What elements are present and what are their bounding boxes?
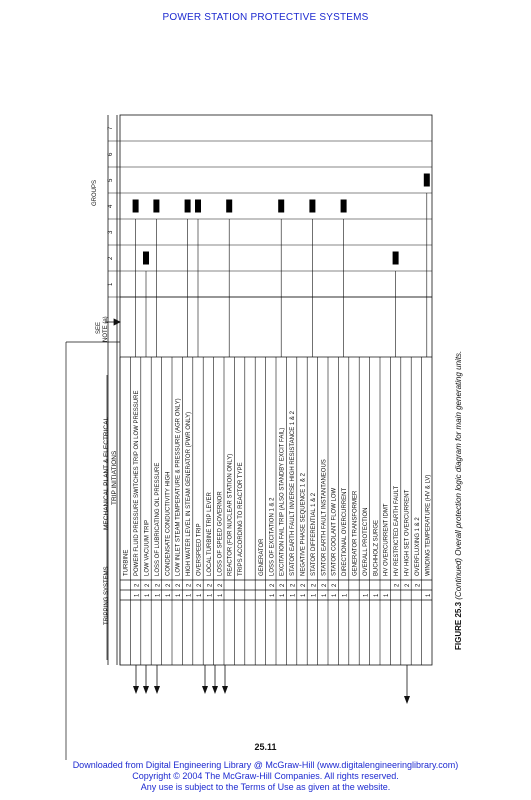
trip-initiation: NEGATIVE PHASE SEQUENCE 1 & 2 (300, 473, 307, 576)
figure-caption-label: FIGURE 25.3 (454, 599, 463, 650)
footer (0, 760, 531, 793)
tripping-system-b: 2 (186, 583, 193, 587)
trip-initiation: LOCAL TURBINE TRIP LEVER (206, 492, 213, 576)
section-heading: GENERATOR TRANSFORMER (352, 490, 359, 576)
tripping-system-a: 1 (134, 593, 141, 597)
trip-initiation: WINDING TEMPERATURE (HV & LV) (425, 474, 432, 576)
group-mark (153, 200, 159, 213)
group-mark (341, 200, 347, 213)
trip-initiation: LOSS OF LUBRICATING OIL PRESSURE (154, 462, 161, 576)
trip-initiation: HV HIGH SET OVERCURRENT (404, 489, 411, 576)
group-number: 2 (108, 256, 114, 260)
group-mark (195, 200, 201, 213)
footer-terms-line: Any use is subject to the Terms of Use as given at the website. (140, 782, 391, 792)
trip-initiation: HV OVERCURRENT IDMT (383, 503, 390, 576)
group-mark (278, 200, 284, 213)
group-mark (424, 174, 430, 187)
tripping-system-a: 1 (186, 593, 193, 597)
group-mark (393, 252, 399, 265)
groups-label: GROUPS (92, 179, 98, 206)
trip-initiation: OVERALL PROTECTION (362, 507, 369, 576)
tripping-system-a: 1 (311, 593, 318, 597)
trip-initiation: STATOR EARTH FAULT INSTANTANEOUS (321, 459, 328, 576)
trip-initiation: LOW VACUUM TRIP (144, 519, 151, 576)
flow-arrowhead (222, 686, 228, 694)
group-number: 3 (108, 230, 114, 234)
tripping-system-b: 2 (155, 583, 162, 587)
section-heading: TURBINE (123, 549, 130, 576)
tripping-system-a: 1 (269, 593, 276, 597)
section-heading: REACTOR (FOR NUCLEAR STATION ONLY) (227, 453, 234, 576)
trip-initiation: LOSS OF EXCITATION 1 & 2 (269, 497, 276, 576)
tripping-system-a: 1 (342, 593, 349, 597)
tripping-system-a: 1 (217, 593, 224, 597)
group-mark (143, 252, 149, 265)
tripping-system-a: 1 (176, 593, 183, 597)
tripping-system-b: 2 (176, 583, 183, 587)
tripping-system-a: 1 (321, 593, 328, 597)
flow-arrowhead (143, 686, 149, 694)
group-number: 6 (108, 152, 114, 156)
footer-copyright-line: Copyright © 2004 The McGraw-Hill Companies. All rights reserved. (132, 771, 399, 781)
figure-caption-text: (Continued) Overall protection logic diagram for main generating units. (454, 350, 463, 600)
tripping-system-a: 1 (280, 593, 287, 597)
tripping-system-a: 1 (155, 593, 162, 597)
trip-initiation: DIRECTIONAL OVERCURRENT (342, 487, 349, 576)
tripping-system-a: 1 (197, 593, 203, 597)
page-header: POWER STATION PROTECTIVE SYSTEMS (162, 12, 369, 23)
tripping-system-b: 2 (301, 583, 307, 587)
tripping-system-b: 2 (405, 583, 411, 587)
trip-initiation: EXCITATION FAIL TRIP (ALSO STANDBY EXCIT FAIL) (279, 427, 286, 576)
tripping-system-b: 2 (394, 583, 401, 587)
see-note: NOTE (a) (103, 316, 109, 342)
flow-arrowhead (212, 686, 218, 694)
trip-initiation: OVERFLUXING 1 & 2 (414, 517, 421, 576)
trip-initiation: STATOR EARTH FAULT INVERSE HIGH RESISTANCE 1 & 2 (290, 411, 297, 576)
flow-arrowhead (133, 686, 139, 694)
trip-initiation: HV RESTRICTED EARTH FAULT (394, 485, 401, 576)
initiations-heading: TRIP INITIATIONS (111, 450, 118, 505)
tripping-system-b: 2 (415, 583, 422, 587)
trip-initiation: CONDENSATE CONDUCTIVITY HIGH (165, 471, 172, 576)
flow-arrowhead (154, 686, 160, 694)
tripping-system-b: 2 (145, 583, 151, 587)
group-number: 7 (108, 126, 114, 130)
tripping-system-a: 1 (373, 593, 380, 597)
tripping-system-a: 1 (363, 593, 370, 597)
trip-initiation: OVERSPEED TRIP (196, 523, 203, 576)
tripping-system-a: 1 (290, 593, 297, 597)
tripping-system-a: 1 (165, 593, 172, 597)
tripping-system-b: 2 (207, 583, 214, 587)
tripping-system-b: 2 (321, 583, 328, 587)
tripping-system-a: 1 (301, 593, 307, 597)
group-number: 1 (108, 282, 114, 286)
tripping-system-a: 1 (425, 593, 432, 597)
trip-initiation: TRIPS ACCORDING TO REACTOR TYPE (238, 462, 245, 576)
tripping-system-a: 1 (207, 593, 214, 597)
trip-initiation: LOW INLET STEAM TEMPERATURE & PRESSURE (AGR ONLY) (175, 398, 182, 576)
tripping-system-b: 2 (134, 583, 141, 587)
group-number: 4 (108, 204, 114, 208)
tripping-system-b: 2 (197, 583, 203, 587)
tripping-system-b: 2 (165, 583, 172, 587)
group-mark (185, 200, 191, 213)
group-mark (133, 200, 139, 213)
tripping-system-b: 2 (217, 583, 224, 587)
trip-initiation: POWER FLUID PRESSURE SWITCHES TRIP ON LOW PRESSURE (134, 390, 141, 576)
initiations-heading: MECHANICAL PLANT & ELECTRICAL (103, 416, 110, 530)
footer-download-line: Downloaded from Digital Engineering Library @ McGraw-Hill (www.digitalengineeringlibrary.com) (72, 760, 459, 770)
see-note: SEE (96, 321, 102, 334)
page-number: 25.11 (254, 742, 277, 752)
trip-initiation: STATOR DIFFERENTIAL 1 & 2 (310, 492, 317, 576)
tripping-system-a: 1 (384, 593, 391, 597)
tripping-system-a: 1 (145, 593, 151, 597)
tripping-system-b: 2 (311, 583, 318, 587)
flow-arrowhead (404, 696, 410, 704)
section-heading: GENERATOR (258, 538, 265, 576)
trip-initiation: BUCHHOLZ SURGE (373, 519, 380, 576)
group-mark (226, 200, 232, 213)
group-number: 5 (108, 178, 114, 182)
figure-caption (454, 351, 463, 650)
trip-initiation: STATOR COOLANT FLOW LOW (331, 487, 338, 576)
tripping-system-a: 1 (332, 593, 339, 597)
tripping-system-b: 2 (269, 583, 276, 587)
tripping-system-b: 2 (290, 583, 297, 587)
flow-arrowhead (202, 686, 208, 694)
trip-initiation: LOSS OF SPEED GOVERNOR (217, 491, 224, 576)
trip-initiation: HIGH WATER LEVEL IN STEAM GENERATOR (PWR ONLY) (186, 411, 193, 576)
tripping-systems-label: TRIPPING SYSTEMS (104, 566, 110, 625)
tripping-system-b: 2 (332, 583, 339, 587)
tripping-system-b: 2 (280, 583, 287, 587)
group-mark (309, 200, 315, 213)
